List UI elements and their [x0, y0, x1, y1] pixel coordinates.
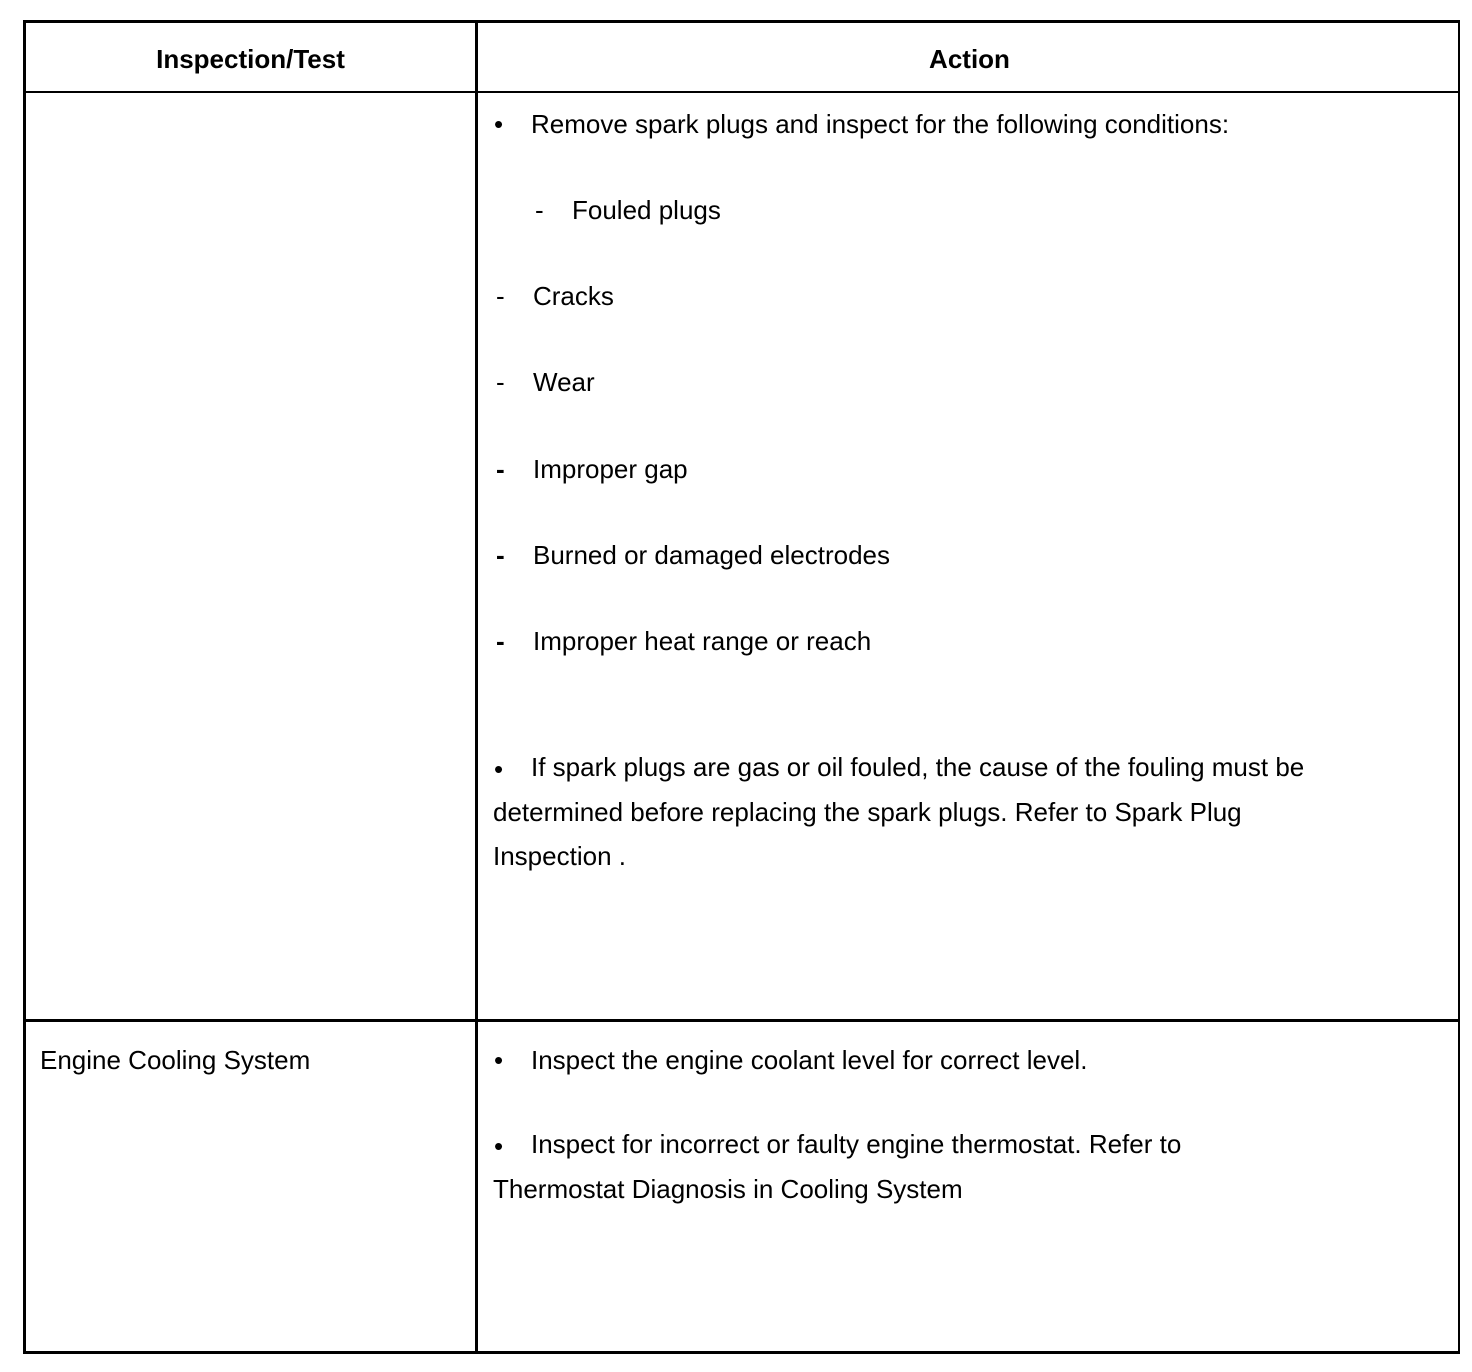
header-action: Action	[929, 44, 1010, 74]
diagnostic-table	[23, 20, 1460, 1354]
condition-item: Improper gap	[533, 454, 688, 484]
condition-item: Burned or damaged electrodes	[533, 540, 891, 570]
condition-item: Improper heat range or reach	[533, 626, 872, 656]
action-fouled-plugs-note: If spark plugs are gas or oil fouled, the cause of the fouling must be determined before replacing the spark plugs. Refer to Spark Plug Inspection .	[493, 752, 1305, 871]
bullet-marker: •	[494, 109, 504, 139]
action-coolant-level: Inspect the engine coolant level for correct level.	[531, 1045, 1088, 1075]
bullet-marker: •	[494, 1045, 504, 1075]
dash-marker: -	[496, 540, 505, 570]
condition-item: Fouled plugs	[572, 195, 721, 225]
dash-marker: -	[496, 454, 505, 484]
dash-marker: -	[496, 367, 505, 397]
bullet-marker: •	[494, 754, 504, 784]
condition-item: Cracks	[533, 281, 614, 311]
header-divider	[26, 91, 1458, 93]
condition-item: Wear	[533, 367, 595, 397]
action-remove-spark-plugs: Remove spark plugs and inspect for the following conditions:	[531, 109, 1230, 139]
dash-marker: -	[496, 281, 505, 311]
inspection-engine-cooling-system: Engine Cooling System	[40, 1045, 311, 1075]
dash-marker: -	[496, 626, 505, 656]
header-inspection-test: Inspection/Test	[156, 44, 345, 74]
bullet-marker: •	[494, 1131, 504, 1161]
action-thermostat-check: Inspect for incorrect or faulty engine thermostat. Refer to Thermostat Diagnosis in Cooling System	[493, 1129, 1182, 1204]
column-divider	[475, 23, 478, 1351]
row-divider	[26, 1019, 1458, 1022]
dash-marker: -	[535, 195, 544, 225]
